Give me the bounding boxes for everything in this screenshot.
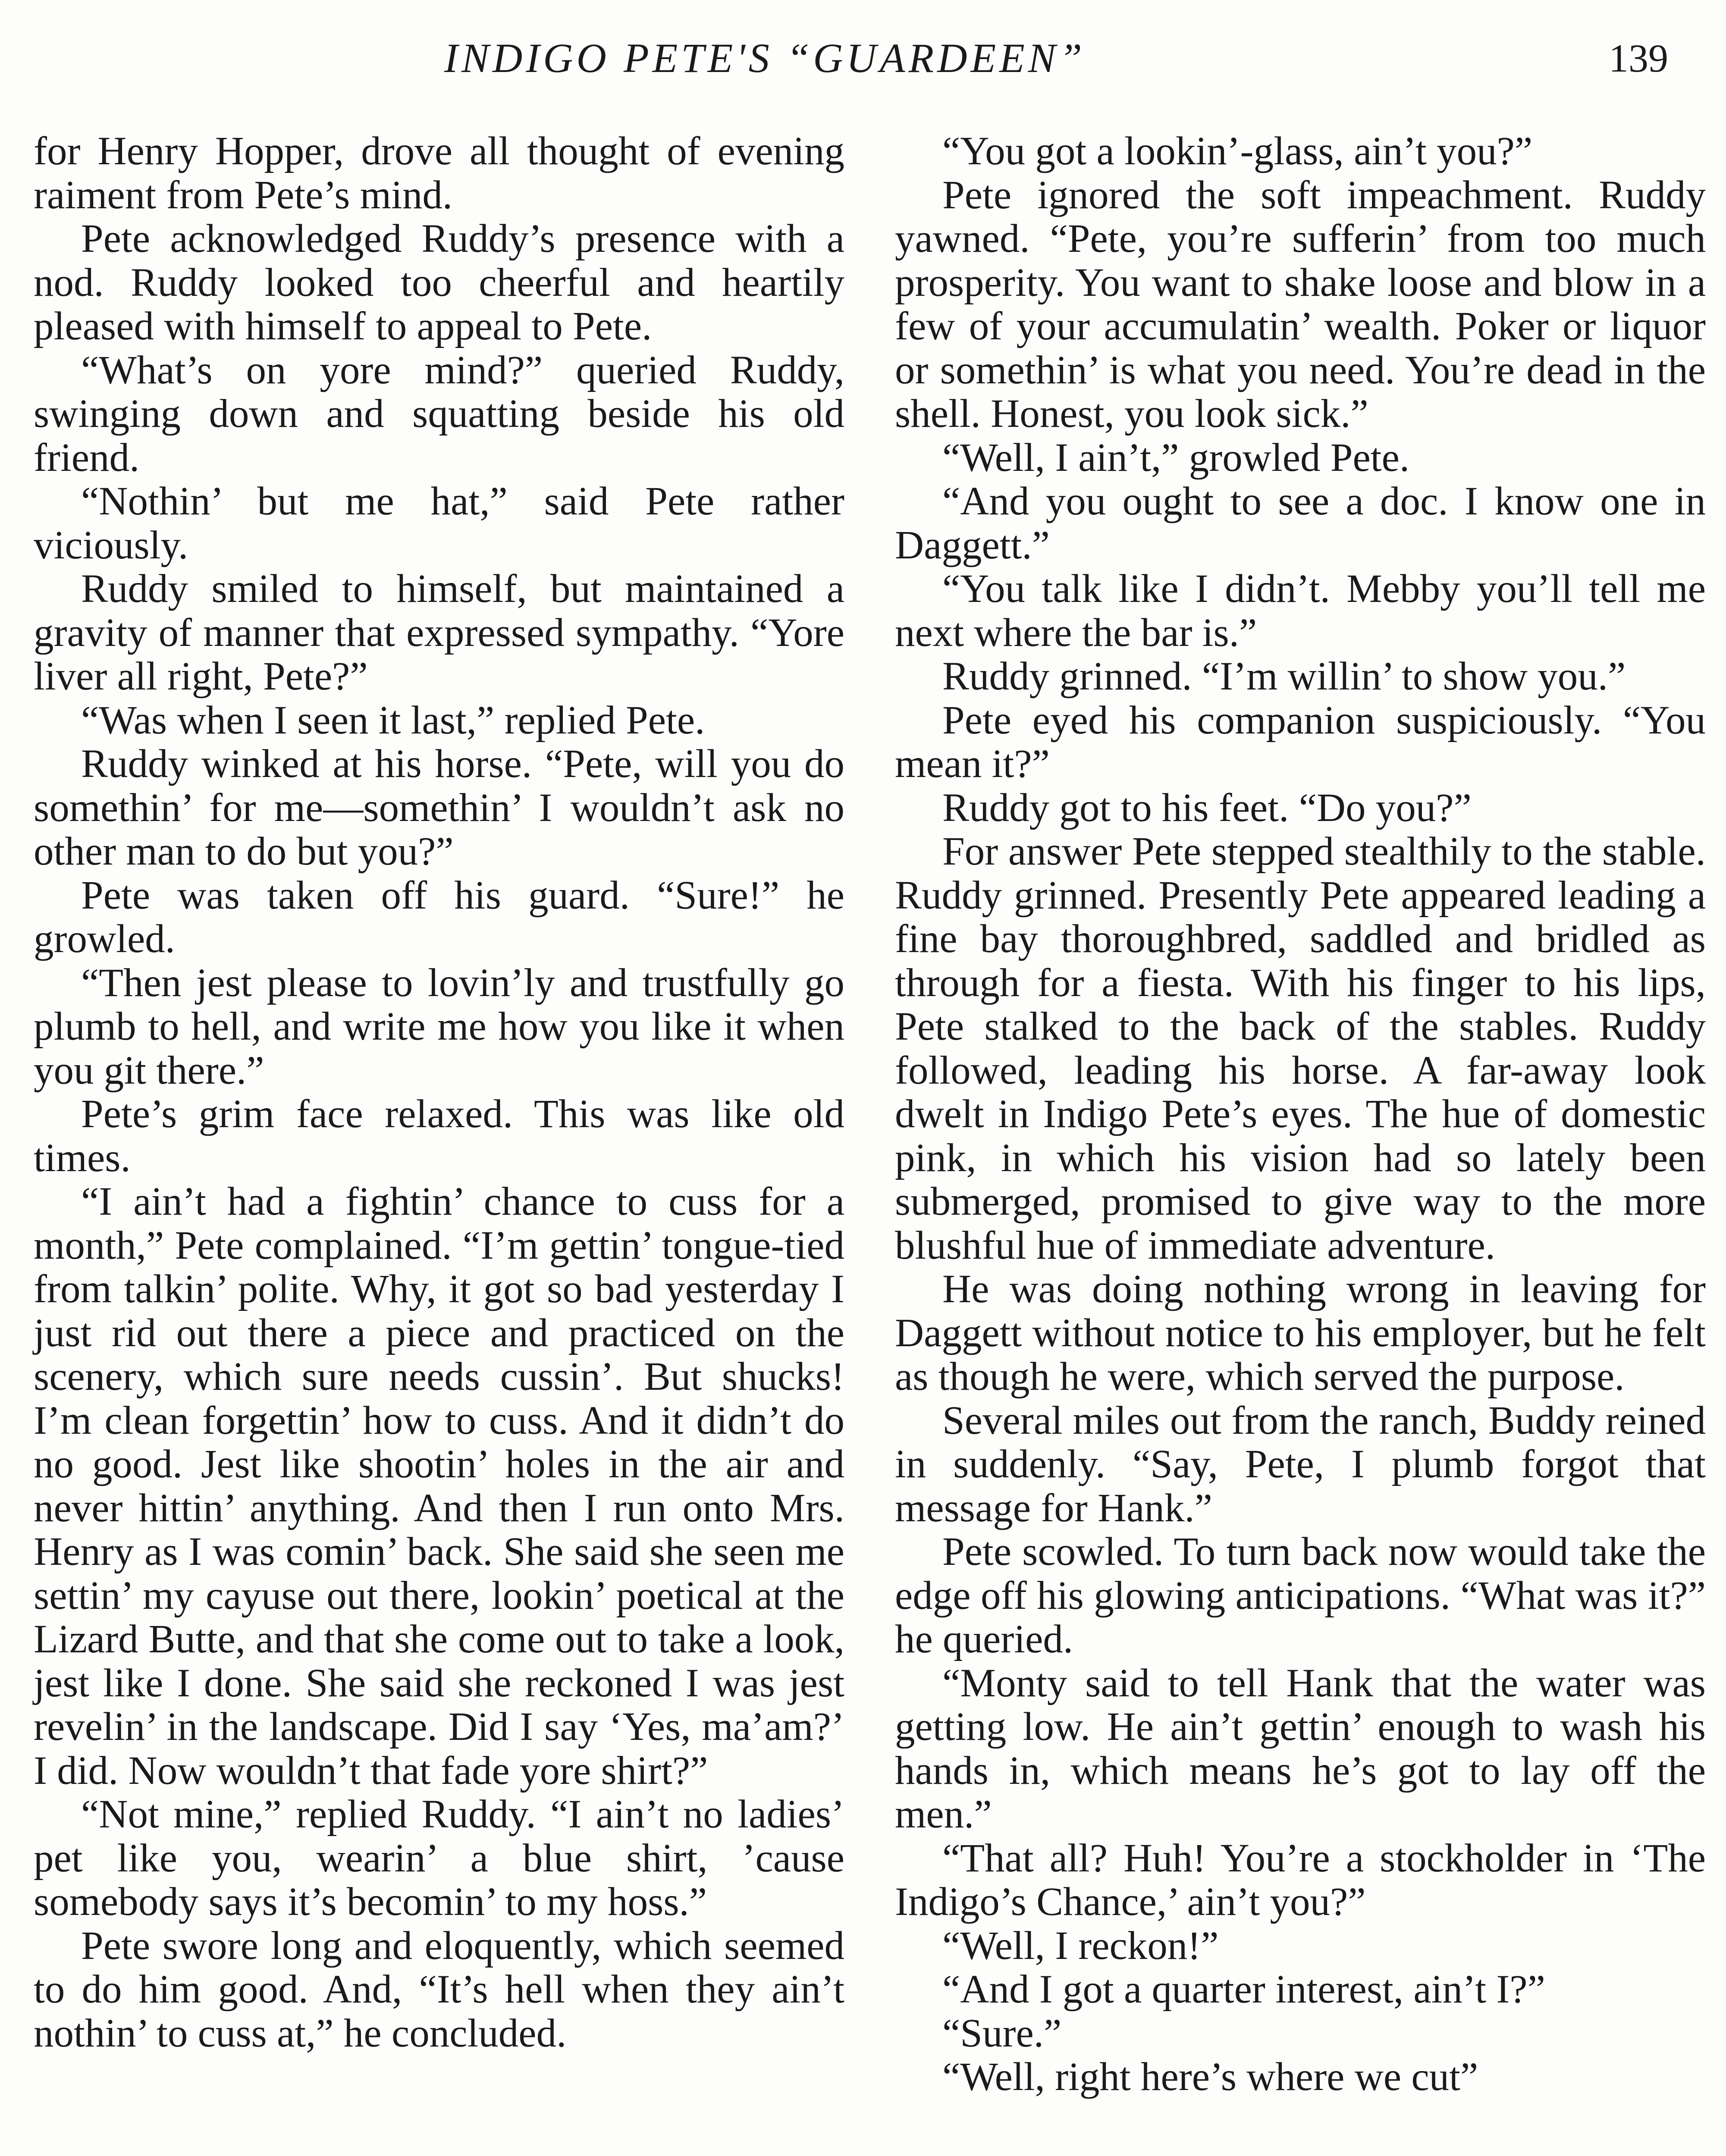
paragraph: “Not mine,” replied Ruddy. “I ain’t no ladies’ pet like you, wearin’ a blue shirt, ’cause somebody says it’s becomin’ to my hoss.” — [34, 1792, 844, 1924]
paragraph: Pete acknowledged Ruddy’s presence with a nod. Ruddy looked too cheerful and heartily pleased with himself to appeal to Pete. — [34, 216, 844, 348]
paragraph: “Then jest please to lovin’ly and trustfully go plumb to hell, and write me how you like it when you git there.” — [34, 960, 844, 1093]
paragraph: for Henry Hopper, drove all thought of evening raiment from Pete’s mind. — [34, 129, 844, 217]
left-column — [34, 129, 844, 2055]
paragraph: Several miles out from the ranch, Buddy reined in suddenly. “Say, Pete, I plumb forgot that message for Hank.” — [895, 1398, 1706, 1530]
page-number: 139 — [1609, 36, 1668, 80]
paragraph: Ruddy winked at his horse. “Pete, will you do somethin’ for me—somethin’ I wouldn’t ask no other man to do but you?” — [34, 742, 844, 874]
paragraph: “Was when I seen it last,” replied Pete. — [81, 698, 705, 743]
paragraph: “You got a lookin’-glass, ain’t you?” — [942, 129, 1533, 173]
running-head — [0, 30, 1726, 86]
paragraph: “Nothin’ but me hat,” said Pete rather viciously. — [34, 479, 844, 567]
paragraph: “That all? Huh! You’re a stockholder in ‘The Indigo’s Chance,’ ain’t you?” — [895, 1836, 1706, 1924]
paragraph: For answer Pete stepped stealthily to the stable. Ruddy grinned. Presently Pete appeared leading a fine bay thoroughbred, saddled and bridled as through for a fiesta. With his finger to his lips, Pete stalked to the back of the stables. Ruddy followed, leading his horse. A far-away look dwelt in Indigo Pete’s eyes. The hue of domestic pink, in which his vision had so lately been submerged, promised to give way to the more blushful hue of immediate adventure. — [895, 829, 1706, 1268]
paragraph: Pete eyed his companion suspiciously. “You mean it?” — [895, 698, 1706, 786]
paragraph: “Well, I reckon!” — [942, 1923, 1219, 1968]
paragraph: Pete ignored the soft impeachment. Ruddy yawned. “Pete, you’re sufferin’ from too much prosperity. You want to shake loose and blow in a few of your accumulatin’ wealth. Poker or liquor or somethin’ is what you need. You’re dead in the shell. Honest, you look sick.” — [895, 172, 1706, 436]
running-title: INDIGO PETE'S “GUARDEEN” — [444, 35, 1086, 81]
paragraph: “I ain’t had a fightin’ chance to cuss for a month,” Pete complained. “I’m gettin’ tongue-tied from talkin’ polite. Why, it got so bad yesterday I just rid out there a piece and practiced on the scenery, which sure needs cussin’. But shucks! I’m clean forgettin’ how to cuss. And it didn’t do no good. Jest like shootin’ holes in the air and never hittin’ anything. And then I run onto Mrs. Henry as I was comin’ back. She said she seen me settin’ my cayuse out there, lookin’ poetical at the Lizard Butte, and that she come out to take a look, jest like I done. She said she reckoned I was jest revelin’ in the landscape. Did I say ‘Yes, ma’am?’ I did. Now wouldn’t that fade yore shirt?” — [34, 1179, 844, 1793]
paragraph: He was doing nothing wrong in leaving for Daggett without notice to his employer, but he felt as though he were, which served the purpose. — [895, 1267, 1706, 1399]
paragraph: “Well, I ain’t,” growled Pete. — [942, 435, 1410, 480]
paragraph: Pete was taken off his guard. “Sure!” he growled. — [34, 873, 844, 961]
paragraph: Ruddy got to his feet. “Do you?” — [942, 785, 1472, 830]
paragraph: “And I got a quarter interest, ain’t I?” — [942, 1967, 1545, 2012]
paragraph: Pete swore long and eloquently, which seemed to do him good. And, “It’s hell when they ain’t nothin’ to cuss at,” he concluded. — [34, 1923, 844, 2056]
paragraph: “Well, right here’s where we cut” — [942, 2055, 1478, 2099]
paragraph: Ruddy smiled to himself, but maintained a gravity of manner that expressed sympathy. “Yore liver all right, Pete?” — [34, 567, 844, 699]
right-column — [895, 129, 1706, 2099]
paragraph: “What’s on yore mind?” queried Ruddy, swinging down and squatting beside his old friend. — [34, 348, 844, 480]
paragraph: “You talk like I didn’t. Mebby you’ll tell me next where the bar is.” — [895, 567, 1706, 655]
paragraph: “Sure.” — [942, 2011, 1062, 2056]
paragraph: “And you ought to see a doc. I know one in Daggett.” — [895, 479, 1706, 567]
paragraph: Ruddy grinned. “I’m willin’ to show you.” — [942, 654, 1626, 699]
paragraph: Pete scowled. To turn back now would take the edge off his glowing anticipations. “What was it?” he queried. — [895, 1529, 1706, 1661]
paragraph: “Monty said to tell Hank that the water was getting low. He ain’t gettin’ enough to wash his hands in, which means he’s got to lay off the men.” — [895, 1661, 1706, 1836]
paragraph: Pete’s grim face relaxed. This was like old times. — [34, 1092, 844, 1180]
